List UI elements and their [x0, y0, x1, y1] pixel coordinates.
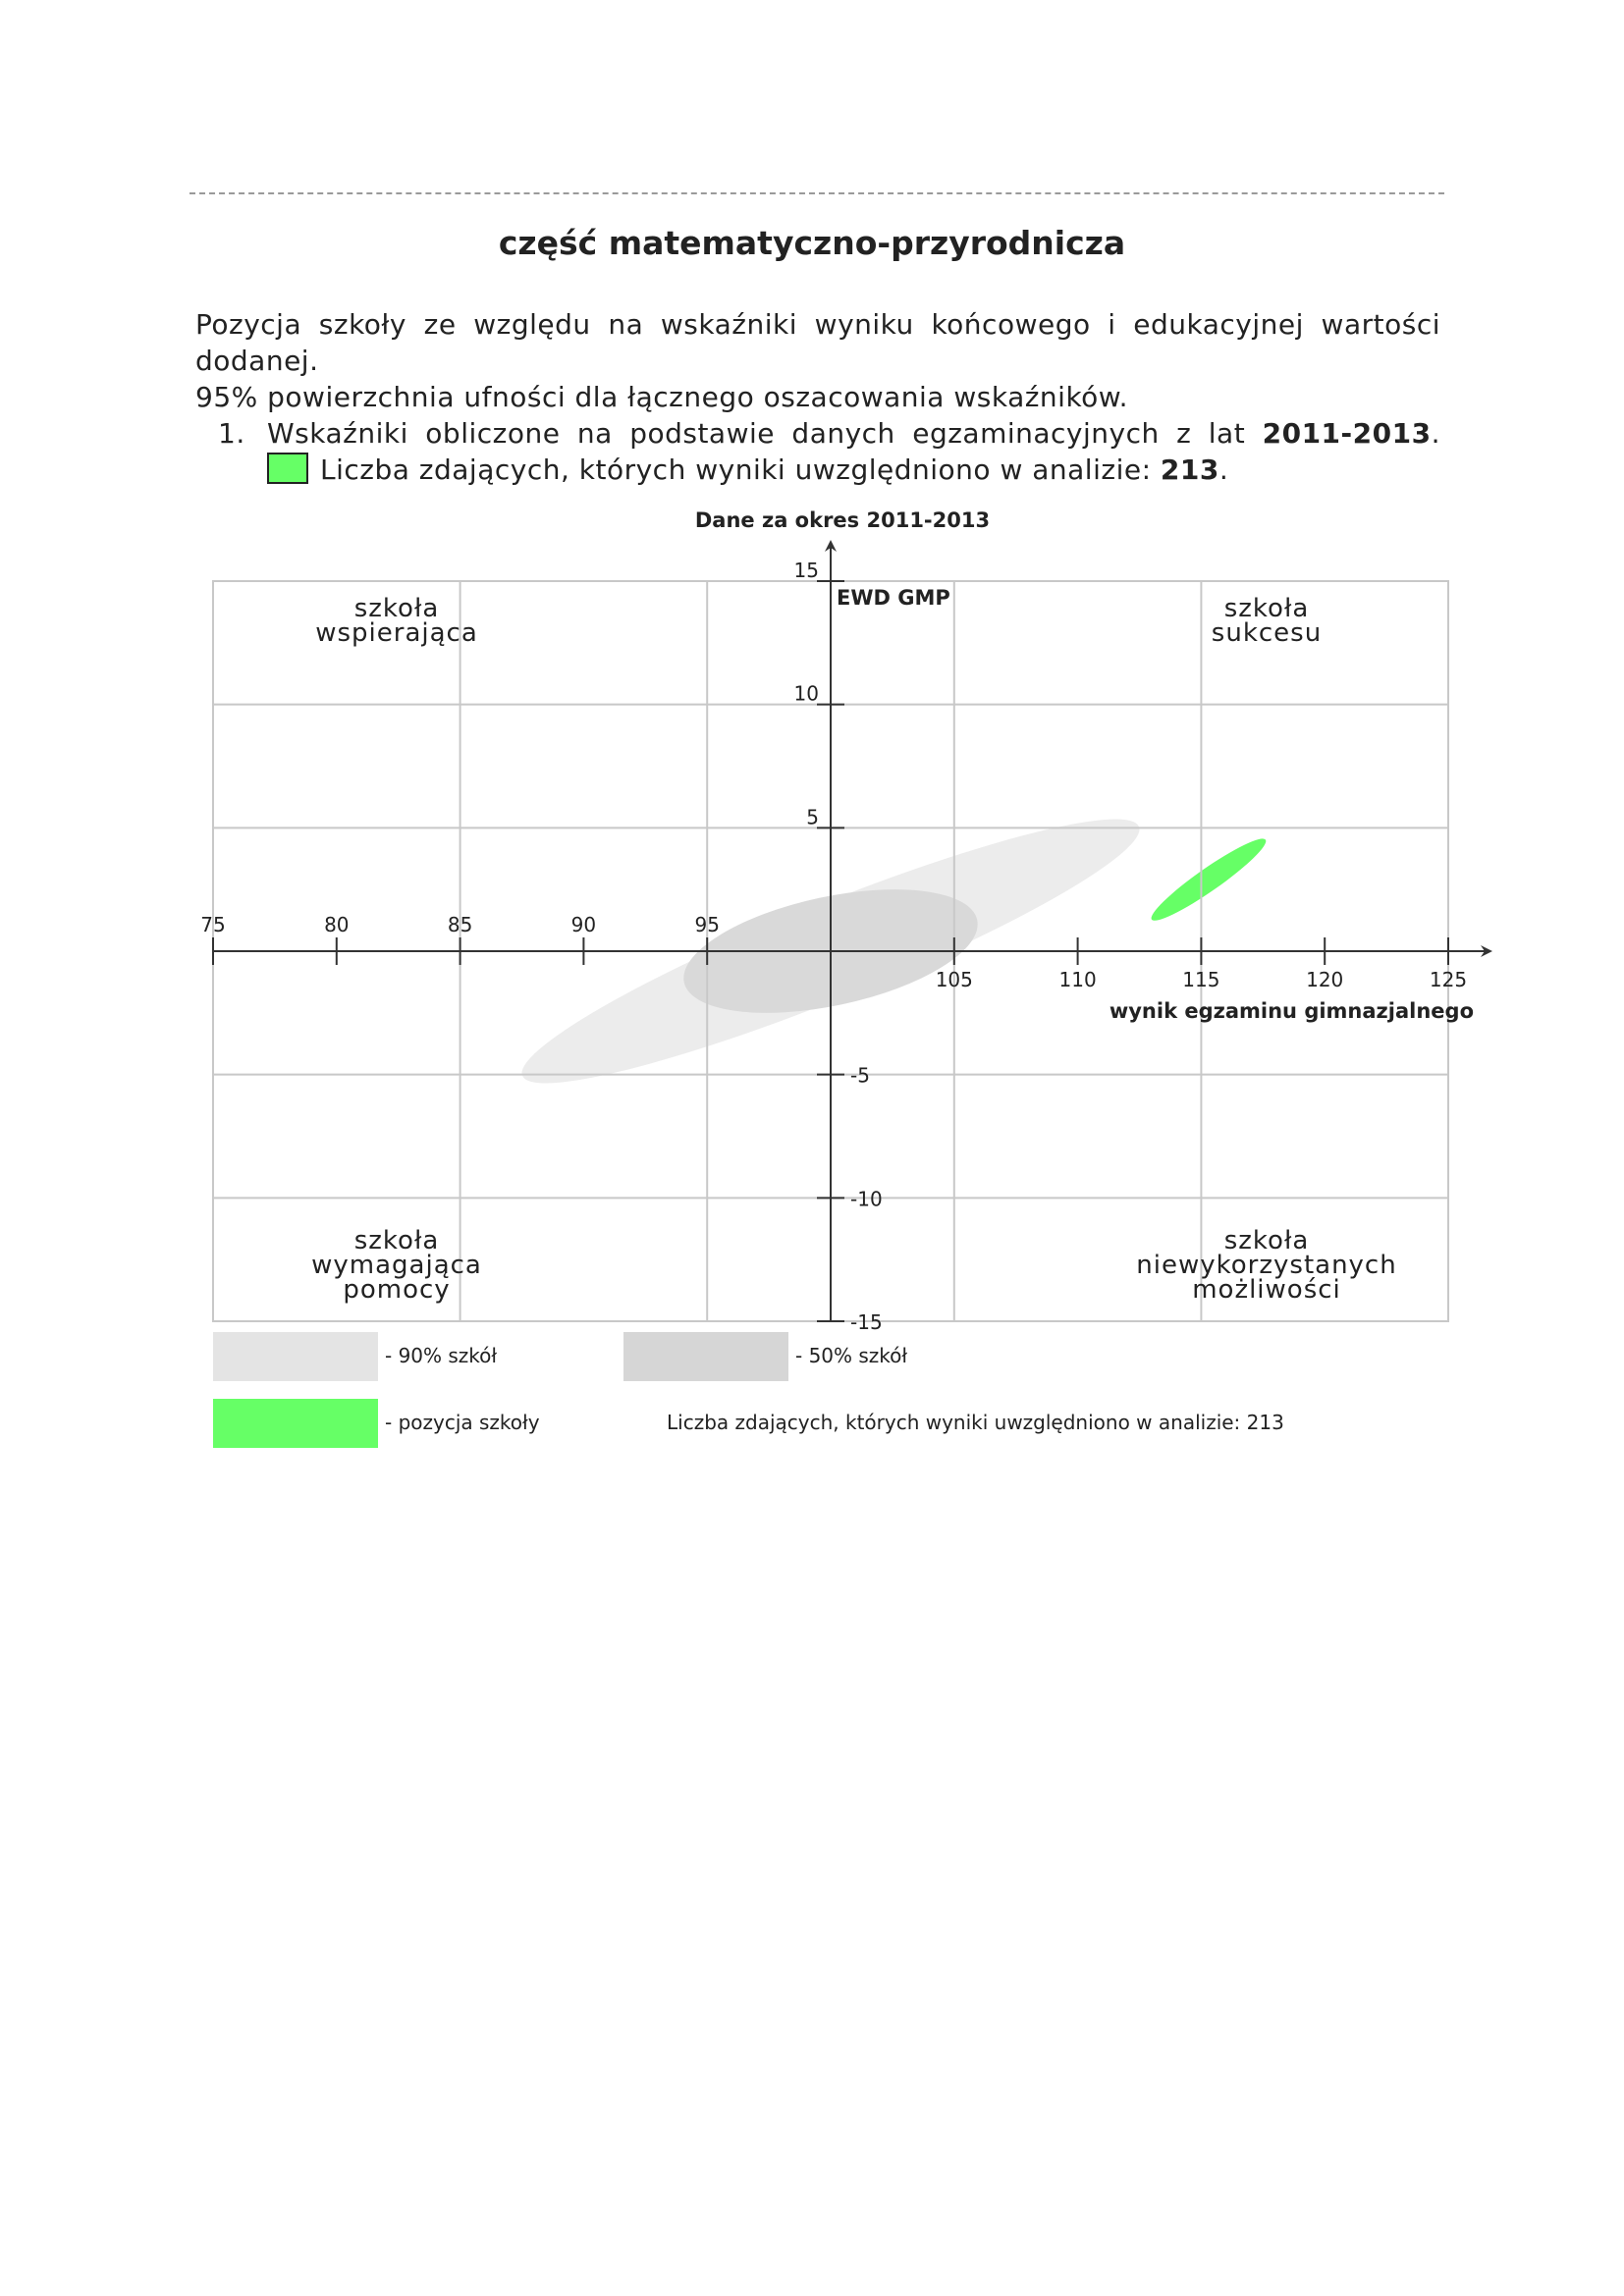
indicator-years-period: . — [1431, 417, 1440, 450]
x-tick-label: 85 — [447, 913, 473, 936]
legend-swatch-50 — [623, 1332, 788, 1381]
quadrant-label: szkoła — [1223, 594, 1310, 623]
intro-paragraph: Pozycja szkoły ze względu na wskaźniki wyniku końcowego i edukacyjnej wartości dodanej. — [195, 308, 1440, 377]
quadrant-label: szkoła — [1223, 1226, 1310, 1255]
legend-swatch-school — [213, 1399, 378, 1448]
legend-label-50: - 50% szkół — [795, 1344, 908, 1367]
chart-title: Dane za okres 2011-2013 — [694, 508, 991, 532]
legend-swatch-90 — [213, 1332, 378, 1381]
y-tick-label: 5 — [806, 805, 819, 829]
quadrant-label: wymagająca — [311, 1251, 482, 1280]
y-tick-label: 15 — [793, 559, 819, 582]
x-axis-label: wynik egzaminu gimnazjalnego — [1109, 999, 1474, 1023]
quadrant-label: szkoła — [353, 594, 440, 623]
x-tick-label: 110 — [1058, 968, 1097, 991]
y-tick-label: 10 — [793, 681, 819, 706]
legend-note: Liczba zdających, których wyniki uwzględniono w analizie: 213 — [667, 1411, 1284, 1434]
quadrant-label: szkoła — [353, 1226, 440, 1255]
quadrant-label: możliwości — [1192, 1275, 1341, 1305]
x-tick-label: 75 — [200, 913, 226, 936]
student-count-text: Liczba zdających, których wyniki uwzględniono w analizie: — [320, 454, 1152, 486]
y-tick-label: -5 — [850, 1063, 870, 1088]
list-item-number: 1. — [218, 417, 245, 450]
x-tick-label: 105 — [935, 968, 973, 991]
y-tick-label: -15 — [850, 1310, 883, 1334]
indicator-source-text: Wskaźniki obliczone na podstawie danych egzaminacyjnych z lat — [267, 417, 1246, 450]
x-tick-label: 115 — [1182, 968, 1220, 991]
quadrant-label: wspierająca — [315, 618, 478, 648]
x-tick-label: 95 — [694, 913, 720, 936]
y-tick-label: -10 — [850, 1187, 883, 1211]
x-tick-label: 125 — [1429, 968, 1468, 991]
x-tick-label: 80 — [324, 913, 350, 936]
x-tick-label: 120 — [1306, 968, 1344, 991]
quadrant-label: sukcesu — [1211, 618, 1323, 648]
indicator-years: 2011-2013 — [1262, 417, 1432, 450]
student-count-period: . — [1218, 454, 1229, 486]
school-position-ellipse — [1145, 830, 1272, 929]
quadrant-label: niewykorzystanych — [1136, 1251, 1397, 1280]
x-tick-label: 90 — [570, 913, 597, 936]
y-axis-label: EWD GMP — [837, 586, 950, 610]
legend-label-90: - 90% szkół — [385, 1344, 498, 1367]
legend-label-school: - pozycja szkoły — [385, 1411, 540, 1434]
section-title: część matematyczno-przyrodnicza — [498, 224, 1126, 262]
student-count-value: 213 — [1160, 454, 1219, 486]
confidence-note: 95% powierzchnia ufności dla łącznego oszacowania wskaźników. — [195, 381, 1129, 413]
quadrant-label: pomocy — [343, 1275, 451, 1305]
